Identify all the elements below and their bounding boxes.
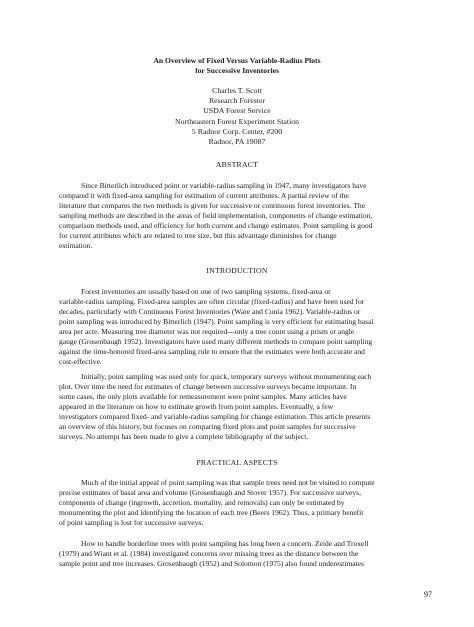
paragraph-line: area per acre. Measuring tree diameter was not required---only a tree count using a prism or angle [59, 327, 355, 337]
paragraph-line: components of change (ingrowth, accretion, mortality, and removals) can only be estimated by [59, 498, 345, 508]
paragraph-line: gauge (Grosenbaugh 1952). Investigators have used many different methods to compare point sampling [59, 337, 373, 347]
introduction-paragraph-1 [59, 287, 421, 367]
paragraph-line: variable-radius sampling. Fixed-area samples are often circular (fixed-radius) and have been used for [59, 297, 365, 307]
paragraph-line: Forest inventories are usually based on one of two sampling systems, fixed-area or [81, 287, 331, 296]
paragraph-line: literature that compares the two methods is given for successive or continuous forest inventories. The [59, 201, 366, 211]
paragraph-line: precise estimates of basal area and volume (Grosenbaugh and Stover 1957). For successive surveys, [59, 488, 361, 498]
author-name: Charles T. Scott [212, 86, 262, 95]
paragraph-line: an overview of this history, but focuses on comparing fixed plots and point samples for successive [59, 422, 356, 432]
paragraph-line: some cases, the only plots available for remeasurement were point samples. Many articles have [59, 392, 347, 402]
introduction-paragraph-2 [59, 372, 421, 442]
paragraph-line: decades, particularly with Continuous Forest Inventories (Ware and Cunia 1962). Variable-radius or [59, 307, 361, 317]
page-number: 97 [424, 590, 432, 599]
practical-aspects-heading: PRACTICAL ASPECTS [196, 458, 278, 467]
paragraph-line: cost-effective. [59, 357, 102, 367]
paragraph-line: plot. Over time the need for estimates of change between successive surveys became important. In [59, 382, 357, 392]
abstract-heading: ABSTRACT [215, 160, 259, 169]
paragraph-line: comparison methods used, and efficiency for both current and change estimates. Point sampling is good [59, 221, 373, 231]
author-address: 5 Radnor Corp. Center, #200 [191, 126, 283, 136]
author-station: Northeastern Forest Experiment Station [174, 116, 300, 126]
paragraph-line: How to handle borderline trees with point sampling has long been a concern. Zeide and Troxell [81, 539, 369, 548]
paragraph-line: surveys. No attempt has been made to give a complete bibliography of the subject. [59, 432, 309, 442]
paragraph-line: Much of the initial appeal of point sampling was that sample trees need not be visited to compute [81, 478, 375, 487]
paragraph-line: against the time-honored fixed-area sampling rule to ensure that the estimates were both accurate and [59, 347, 365, 357]
paragraph-line: monumenting the plot and identifying the location of each tree (Beers 1962). Thus, a primary benefit [59, 508, 364, 518]
practical-paragraph-1 [59, 478, 421, 528]
paragraph-line: Initially, point sampling was used only for quick, temporary surveys without monumenting each [81, 372, 372, 381]
paragraph-line: Since Bitterlich introduced point or variable-radius sampling in 1947, many investigators have [81, 181, 367, 190]
paragraph-line: (1979) and Wiant et al. (1984) investigated concerns over missing trees as the distance between the [59, 549, 359, 559]
abstract-paragraph [59, 181, 421, 251]
paragraph-line: sampling methods are described in the areas of field implementation, components of change estimation, [59, 211, 373, 221]
paragraph-line: appeared in the literature on how to estimate growth from point samples. Eventually, a few [59, 402, 334, 412]
practical-paragraph-2 [59, 539, 421, 569]
paragraph-line: sample point and tree increases. Grosenbaugh (1952) and Solomon (1975) also found underestimates [59, 559, 364, 569]
author-organization: USDA Forest Service [203, 106, 271, 116]
paragraph-line: investigators compared fixed- and variable-radius sampling for change estimation. This article presents [59, 412, 371, 422]
paragraph-line: for current attributes which are related to tree size, but this advantage diminishes for change [59, 231, 337, 241]
title-line: for Successive Inventories [195, 65, 279, 75]
paragraph-line: estimation. [59, 241, 93, 251]
author-position: Research Forester [208, 96, 266, 106]
author-block [60, 86, 414, 147]
introduction-heading: INTRODUCTION [206, 266, 268, 275]
paragraph-line: point sampling was introduced by Bitterlich (1947). Point sampling is very efficient for estimating basal [59, 317, 374, 327]
paragraph-line: of point sampling is lost for successive surveys. [59, 518, 204, 528]
title-line: An Overview of Fixed Versus Variable-Radius Plots [153, 56, 321, 65]
paragraph-line: compared it with fixed-area sampling for estimation of current attributes. A partial review of the [59, 191, 349, 201]
author-city: Radnor, PA 19087 [208, 137, 266, 147]
paper-title [60, 56, 414, 75]
